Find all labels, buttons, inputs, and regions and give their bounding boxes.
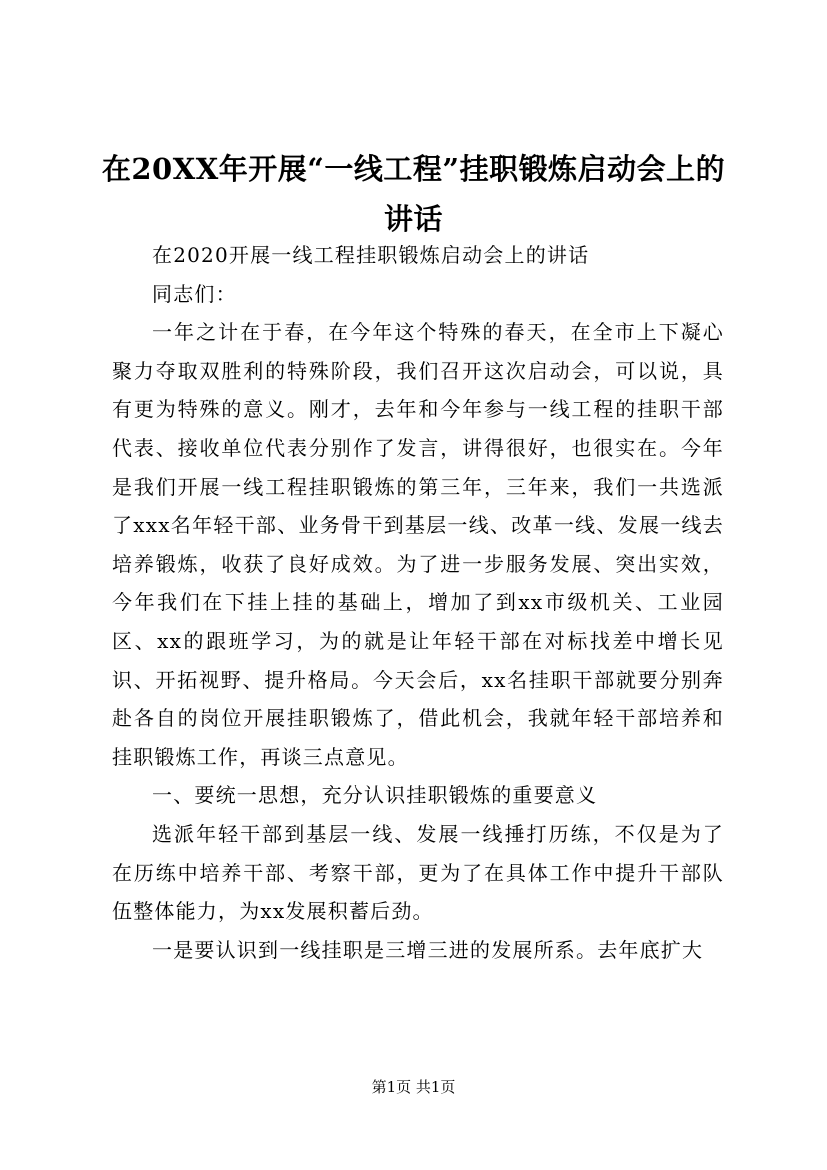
body-paragraph: 选派年轻干部到基层一线、发展一线捶打历练，不仅是为了在历练中培养干部、考察干部，更为了在具体工作中提升干部队伍整体能力，为xx发展积蓄后劲。 xyxy=(112,821,724,924)
section-heading: 一、要统一思想，充分认识挂职锻炼的重要意义 xyxy=(152,783,598,808)
body-paragraph: 一年之计在于春，在今年这个特殊的春天，在全市上下凝心聚力夺取双胜利的特殊阶段，我们召开这次启动会，可以说，具有更为特殊的意义。刚才，去年和今年参与一线工程的挂职干部代表、接收单位代表分别作了发言，讲得很好，也很实在。今年是我们开展一线工程挂职锻炼的第三年，三年来，我们一共选派了xxx名年轻干部、业务骨干到基层一线、改革一线、发展一线去培养锻炼，收获了良好成效。为了进一步服务发展、突出实效，今年我们在下挂上挂的基础上，增加了到xx市级机关、工业园区、xx的跟班学习，为的就是让年轻干部在对标找差中增长见识、开拓视野、提升格局。今天会后，xx名挂职干部就要分别奔赴各自的岗位开展挂职锻炼了，借此机会，我就年轻干部培养和挂职锻炼工作，再谈三点意见。 xyxy=(112,320,724,769)
subtitle-paragraph: 在2020开展一线工程挂职锻炼启动会上的讲话 xyxy=(152,243,590,267)
page-footer: 第1页 共1页 xyxy=(371,1078,456,1096)
salutation-paragraph: 同志们： xyxy=(152,281,237,306)
document-body xyxy=(112,236,724,969)
document-title: 在20XX年开展“一线工程”挂职锻炼启动会上的讲话 xyxy=(101,152,726,236)
body-paragraph: 一是要认识到一线挂职是三增三进的发展所系。去年底扩大 xyxy=(152,937,704,962)
